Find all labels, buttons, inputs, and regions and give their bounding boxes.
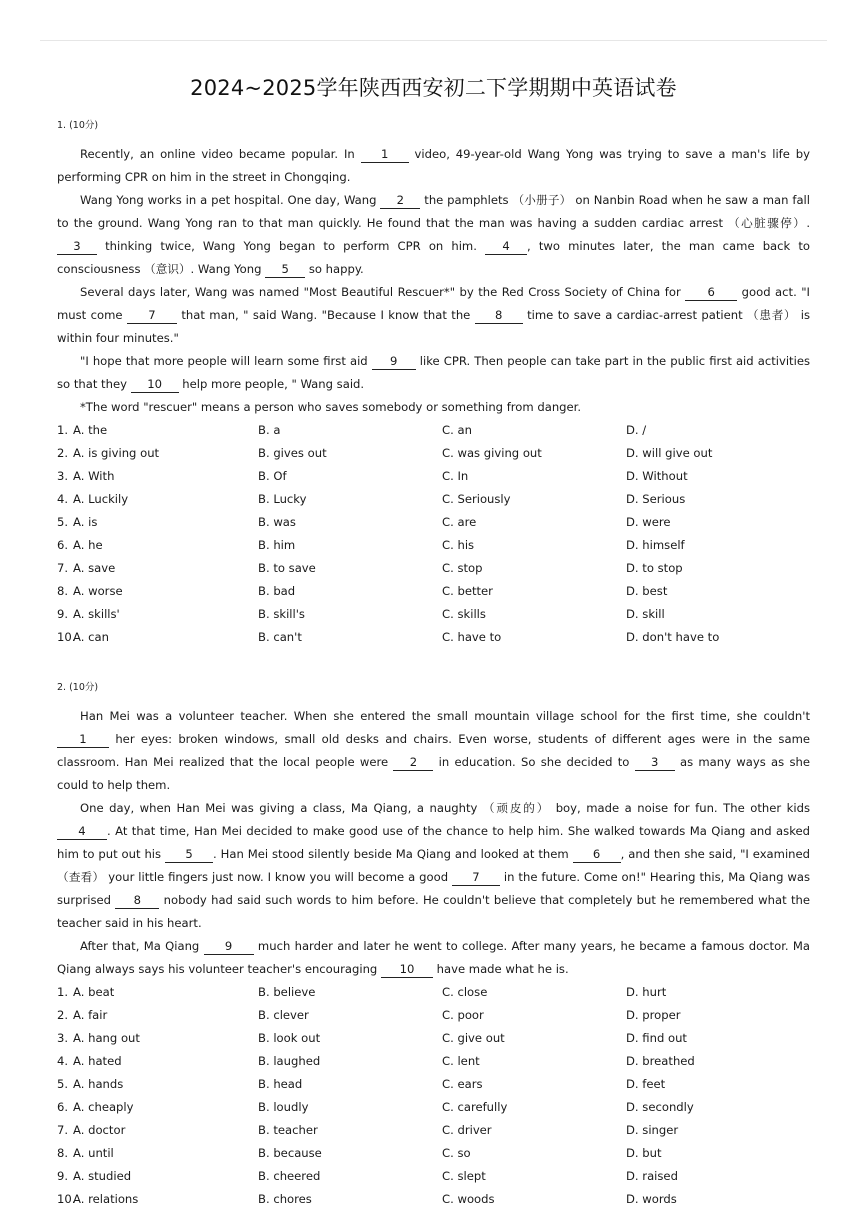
answer-blank: 2 [380, 192, 420, 209]
option-number: 5. [57, 1077, 69, 1091]
option-b: B. was [258, 515, 296, 529]
passage-paragraph [57, 797, 810, 935]
option-d: D. raised [626, 1169, 678, 1183]
option-d: D. don't have to [626, 630, 720, 644]
option-c: C. carefully [442, 1100, 508, 1114]
option-b: B. Lucky [258, 492, 307, 506]
answer-blank: 7 [127, 307, 177, 324]
answer-blank: 1 [361, 146, 409, 163]
option-b: B. head [258, 1077, 303, 1091]
option-d: D. best [626, 584, 668, 598]
option-d: D. were [626, 515, 671, 529]
option-a: A. hang out [73, 1031, 140, 1045]
option-b: B. Of [258, 469, 287, 483]
option-number: 9. [57, 607, 69, 621]
question-header: 1. (10分) [57, 120, 99, 131]
option-d: D. to stop [626, 561, 683, 575]
option-c: C. better [442, 584, 493, 598]
answer-blank: 1 [57, 731, 109, 748]
answer-blank: 6 [573, 846, 621, 863]
option-number: 5. [57, 515, 69, 529]
passage-text: After that, Ma Qiang [80, 939, 204, 953]
passage-text: that man, " said Wang. "Because I know that the [176, 308, 475, 322]
passage-paragraph [57, 935, 810, 981]
option-row [57, 1142, 810, 1165]
option-row [57, 1050, 810, 1073]
option-number: 6. [57, 1100, 69, 1114]
passage-text: so happy. [305, 262, 364, 276]
option-c: C. woods [442, 1192, 495, 1206]
option-a: A. fair [73, 1008, 108, 1022]
answer-blank: 5 [265, 261, 305, 278]
passage-text: time to save a cardiac-arrest patient （患者） is within four minutes." [57, 308, 810, 345]
option-a: A. the [73, 423, 108, 437]
option-row [57, 1004, 810, 1027]
option-row [57, 488, 810, 511]
option-c: C. are [442, 515, 477, 529]
option-b: B. clever [258, 1008, 309, 1022]
option-c: C. lent [442, 1054, 480, 1068]
option-d: D. breathed [626, 1054, 695, 1068]
option-number: 7. [57, 1123, 69, 1137]
passage-paragraph [57, 189, 810, 281]
option-number: 3. [57, 469, 69, 483]
option-a: A. is giving out [73, 446, 160, 460]
option-a: A. he [73, 538, 103, 552]
option-number: 10. [57, 630, 76, 644]
option-a: A. doctor [73, 1123, 126, 1137]
question-1 [57, 117, 810, 649]
answer-blank: 8 [115, 892, 159, 909]
options-list [57, 981, 810, 1211]
option-number: 3. [57, 1031, 69, 1045]
option-number: 7. [57, 561, 69, 575]
passage-text: in education. So she decided to [433, 755, 635, 769]
option-a: A. studied [73, 1169, 132, 1183]
option-number: 10. [57, 1192, 76, 1206]
option-row [57, 1073, 810, 1096]
option-b: B. cheered [258, 1169, 321, 1183]
option-a: A. Luckily [73, 492, 129, 506]
option-a: A. can [73, 630, 109, 644]
option-c: C. Seriously [442, 492, 511, 506]
option-row [57, 626, 810, 649]
passage-text: Wang Yong works in a pet hospital. One day, Wang [80, 193, 381, 207]
answer-blank: 7 [452, 869, 500, 886]
option-number: 4. [57, 492, 69, 506]
option-number: 8. [57, 1146, 69, 1160]
option-d: D. skill [626, 607, 665, 621]
answer-blank: 4 [57, 823, 107, 840]
answer-blank: 4 [485, 238, 527, 255]
passage-text: video, 49-year-old Wang Yong was trying to save a man's life by performing CPR on him in the street in Chongqing. [57, 147, 811, 184]
option-b: B. to save [258, 561, 316, 575]
option-number: 2. [57, 446, 69, 460]
option-a: A. cheaply [73, 1100, 134, 1114]
answer-blank: 10 [131, 376, 179, 393]
option-d: D. Without [626, 469, 688, 483]
option-row [57, 603, 810, 626]
passage-text: the pamphlets （小册子） on Nanbin Road when he saw a man fall to the ground. Wang Yong ran to that man quickly. He found that the man was having a sudden cardiac arrest （心脏骤停）. [57, 193, 810, 230]
option-row [57, 981, 810, 1004]
passage-text: have made what he is. [432, 962, 569, 976]
option-number: 1. [57, 423, 69, 437]
page-title: 2024~2025学年陕西西安初二下学期期中英语试卷 [190, 76, 677, 100]
option-c: C. ears [442, 1077, 483, 1091]
option-c: C. close [442, 985, 488, 999]
option-c: C. stop [442, 561, 483, 575]
passage-text: One day, when Han Mei was giving a class, Ma Qiang, a naughty （顽皮的） boy, made a noise for fun. The other kids [80, 801, 810, 815]
option-row [57, 557, 810, 580]
passage-text: Recently, an online video became popular. In [80, 147, 361, 161]
answer-blank: 9 [372, 353, 416, 370]
option-a: A. hated [73, 1054, 122, 1068]
option-number: 8. [57, 584, 69, 598]
question-header: 2. (10分) [57, 682, 99, 693]
answer-blank: 3 [57, 238, 97, 255]
option-b: B. chores [258, 1192, 312, 1206]
option-c: C. his [442, 538, 475, 552]
option-number: 2. [57, 1008, 69, 1022]
option-row [57, 534, 810, 557]
option-a: A. hands [73, 1077, 124, 1091]
option-a: A. save [73, 561, 116, 575]
option-a: A. until [73, 1146, 114, 1160]
option-row [57, 1027, 810, 1050]
option-row [57, 465, 810, 488]
option-a: A. is [73, 515, 98, 529]
option-d: D. himself [626, 538, 685, 552]
document-body [57, 117, 810, 1211]
option-b: B. him [258, 538, 296, 552]
option-row [57, 1165, 810, 1188]
option-c: C. slept [442, 1169, 486, 1183]
passage-text: her eyes: broken windows, small old desks and chairs. Even worse, students of different ages were in the same classroom. Han Mei realized that the local people were [57, 732, 810, 769]
option-c: C. was giving out [442, 446, 542, 460]
passage-text: . Han Mei stood silently beside Ma Qiang and looked at them [213, 847, 573, 861]
passage-text: Several days later, Wang was named "Most Beautiful Rescuer*" by the Red Cross Society of China for [80, 285, 686, 299]
option-d: D. secondly [626, 1100, 694, 1114]
option-a: A. skills' [73, 607, 120, 621]
passage-paragraph [57, 281, 810, 350]
passage-text: as many ways as she could to help them. [57, 755, 810, 792]
option-a: A. relations [73, 1192, 139, 1206]
answer-blank: 9 [204, 938, 254, 955]
passage-text: "I hope that more people will learn some first aid [80, 354, 372, 368]
option-d: D. words [626, 1192, 677, 1206]
page-top-rule [40, 40, 827, 41]
option-d: D. / [626, 423, 647, 437]
option-number: 9. [57, 1169, 69, 1183]
passage-text: in the future. Come on!" Hearing this, Ma Qiang was surprised [57, 870, 810, 907]
option-b: B. can't [258, 630, 302, 644]
option-number: 6. [57, 538, 69, 552]
option-d: D. proper [626, 1008, 681, 1022]
option-c: C. skills [442, 607, 486, 621]
option-row [57, 1188, 810, 1211]
passage-text: help more people, " Wang said. [178, 377, 365, 391]
option-row [57, 419, 810, 442]
option-d: D. hurt [626, 985, 667, 999]
option-c: C. an [442, 423, 472, 437]
passage-text: much harder and later he went to college. After many years, he became a famous doctor. Ma Qiang always says his volunteer teacher's encouraging [57, 939, 810, 976]
passage-text: , two minutes later, the man came back to consciousness （意识）. Wang Yong [57, 239, 810, 276]
option-a: A. worse [73, 584, 123, 598]
answer-blank: 8 [475, 307, 523, 324]
answer-blank: 2 [393, 754, 433, 771]
options-list [57, 419, 810, 649]
option-b: B. skill's [258, 607, 305, 621]
answer-blank: 5 [165, 846, 213, 863]
option-row [57, 1096, 810, 1119]
passage-text: like CPR. Then people can take part in the public first aid activities so that they [57, 354, 810, 391]
option-d: D. Serious [626, 492, 686, 506]
passage-text: . At that time, Han Mei decided to make good use of the chance to help him. She walked towards Ma Qiang and asked him to put out his [57, 824, 810, 861]
option-c: C. driver [442, 1123, 492, 1137]
option-row [57, 511, 810, 534]
passage [57, 143, 810, 419]
passage-text: , and then she said, "I examined （查看） your little fingers just now. I know you will become a good [57, 847, 811, 884]
passage-paragraph [57, 143, 810, 189]
passage [57, 705, 810, 981]
passage-text: *The word "rescuer" means a person who saves somebody or something from danger. [80, 400, 582, 414]
option-b: B. teacher [258, 1123, 318, 1137]
passage-paragraph [57, 396, 810, 419]
passage-paragraph [57, 350, 810, 396]
passage-text: Han Mei was a volunteer teacher. When she entered the small mountain village school for the first time, she couldn't [80, 709, 810, 723]
option-d: D. will give out [626, 446, 713, 460]
passage-text: thinking twice, Wang Yong began to perform CPR on him. [97, 239, 486, 253]
option-b: B. gives out [258, 446, 327, 460]
option-b: B. bad [258, 584, 296, 598]
option-c: C. give out [442, 1031, 505, 1045]
option-a: A. beat [73, 985, 115, 999]
option-d: D. feet [626, 1077, 666, 1091]
option-b: B. believe [258, 985, 316, 999]
option-d: D. find out [626, 1031, 687, 1045]
option-c: C. In [442, 469, 469, 483]
option-a: A. With [73, 469, 115, 483]
option-number: 1. [57, 985, 69, 999]
option-b: B. a [258, 423, 281, 437]
option-b: B. laughed [258, 1054, 321, 1068]
option-c: C. so [442, 1146, 471, 1160]
option-row [57, 442, 810, 465]
option-b: B. loudly [258, 1100, 309, 1114]
passage-paragraph [57, 705, 810, 797]
answer-blank: 6 [685, 284, 737, 301]
option-d: D. singer [626, 1123, 679, 1137]
option-row [57, 580, 810, 603]
option-c: C. poor [442, 1008, 484, 1022]
option-row [57, 1119, 810, 1142]
answer-blank: 3 [635, 754, 675, 771]
option-b: B. because [258, 1146, 322, 1160]
passage-text: good act. "I must come [57, 285, 810, 322]
answer-blank: 10 [381, 961, 433, 978]
option-b: B. look out [258, 1031, 321, 1045]
passage-text: nobody had said such words to him before. He couldn't believe that completely but he remembered what the teacher said in his heart. [57, 893, 810, 930]
option-number: 4. [57, 1054, 69, 1068]
option-c: C. have to [442, 630, 502, 644]
question-2 [57, 679, 810, 1211]
option-d: D. but [626, 1146, 662, 1160]
